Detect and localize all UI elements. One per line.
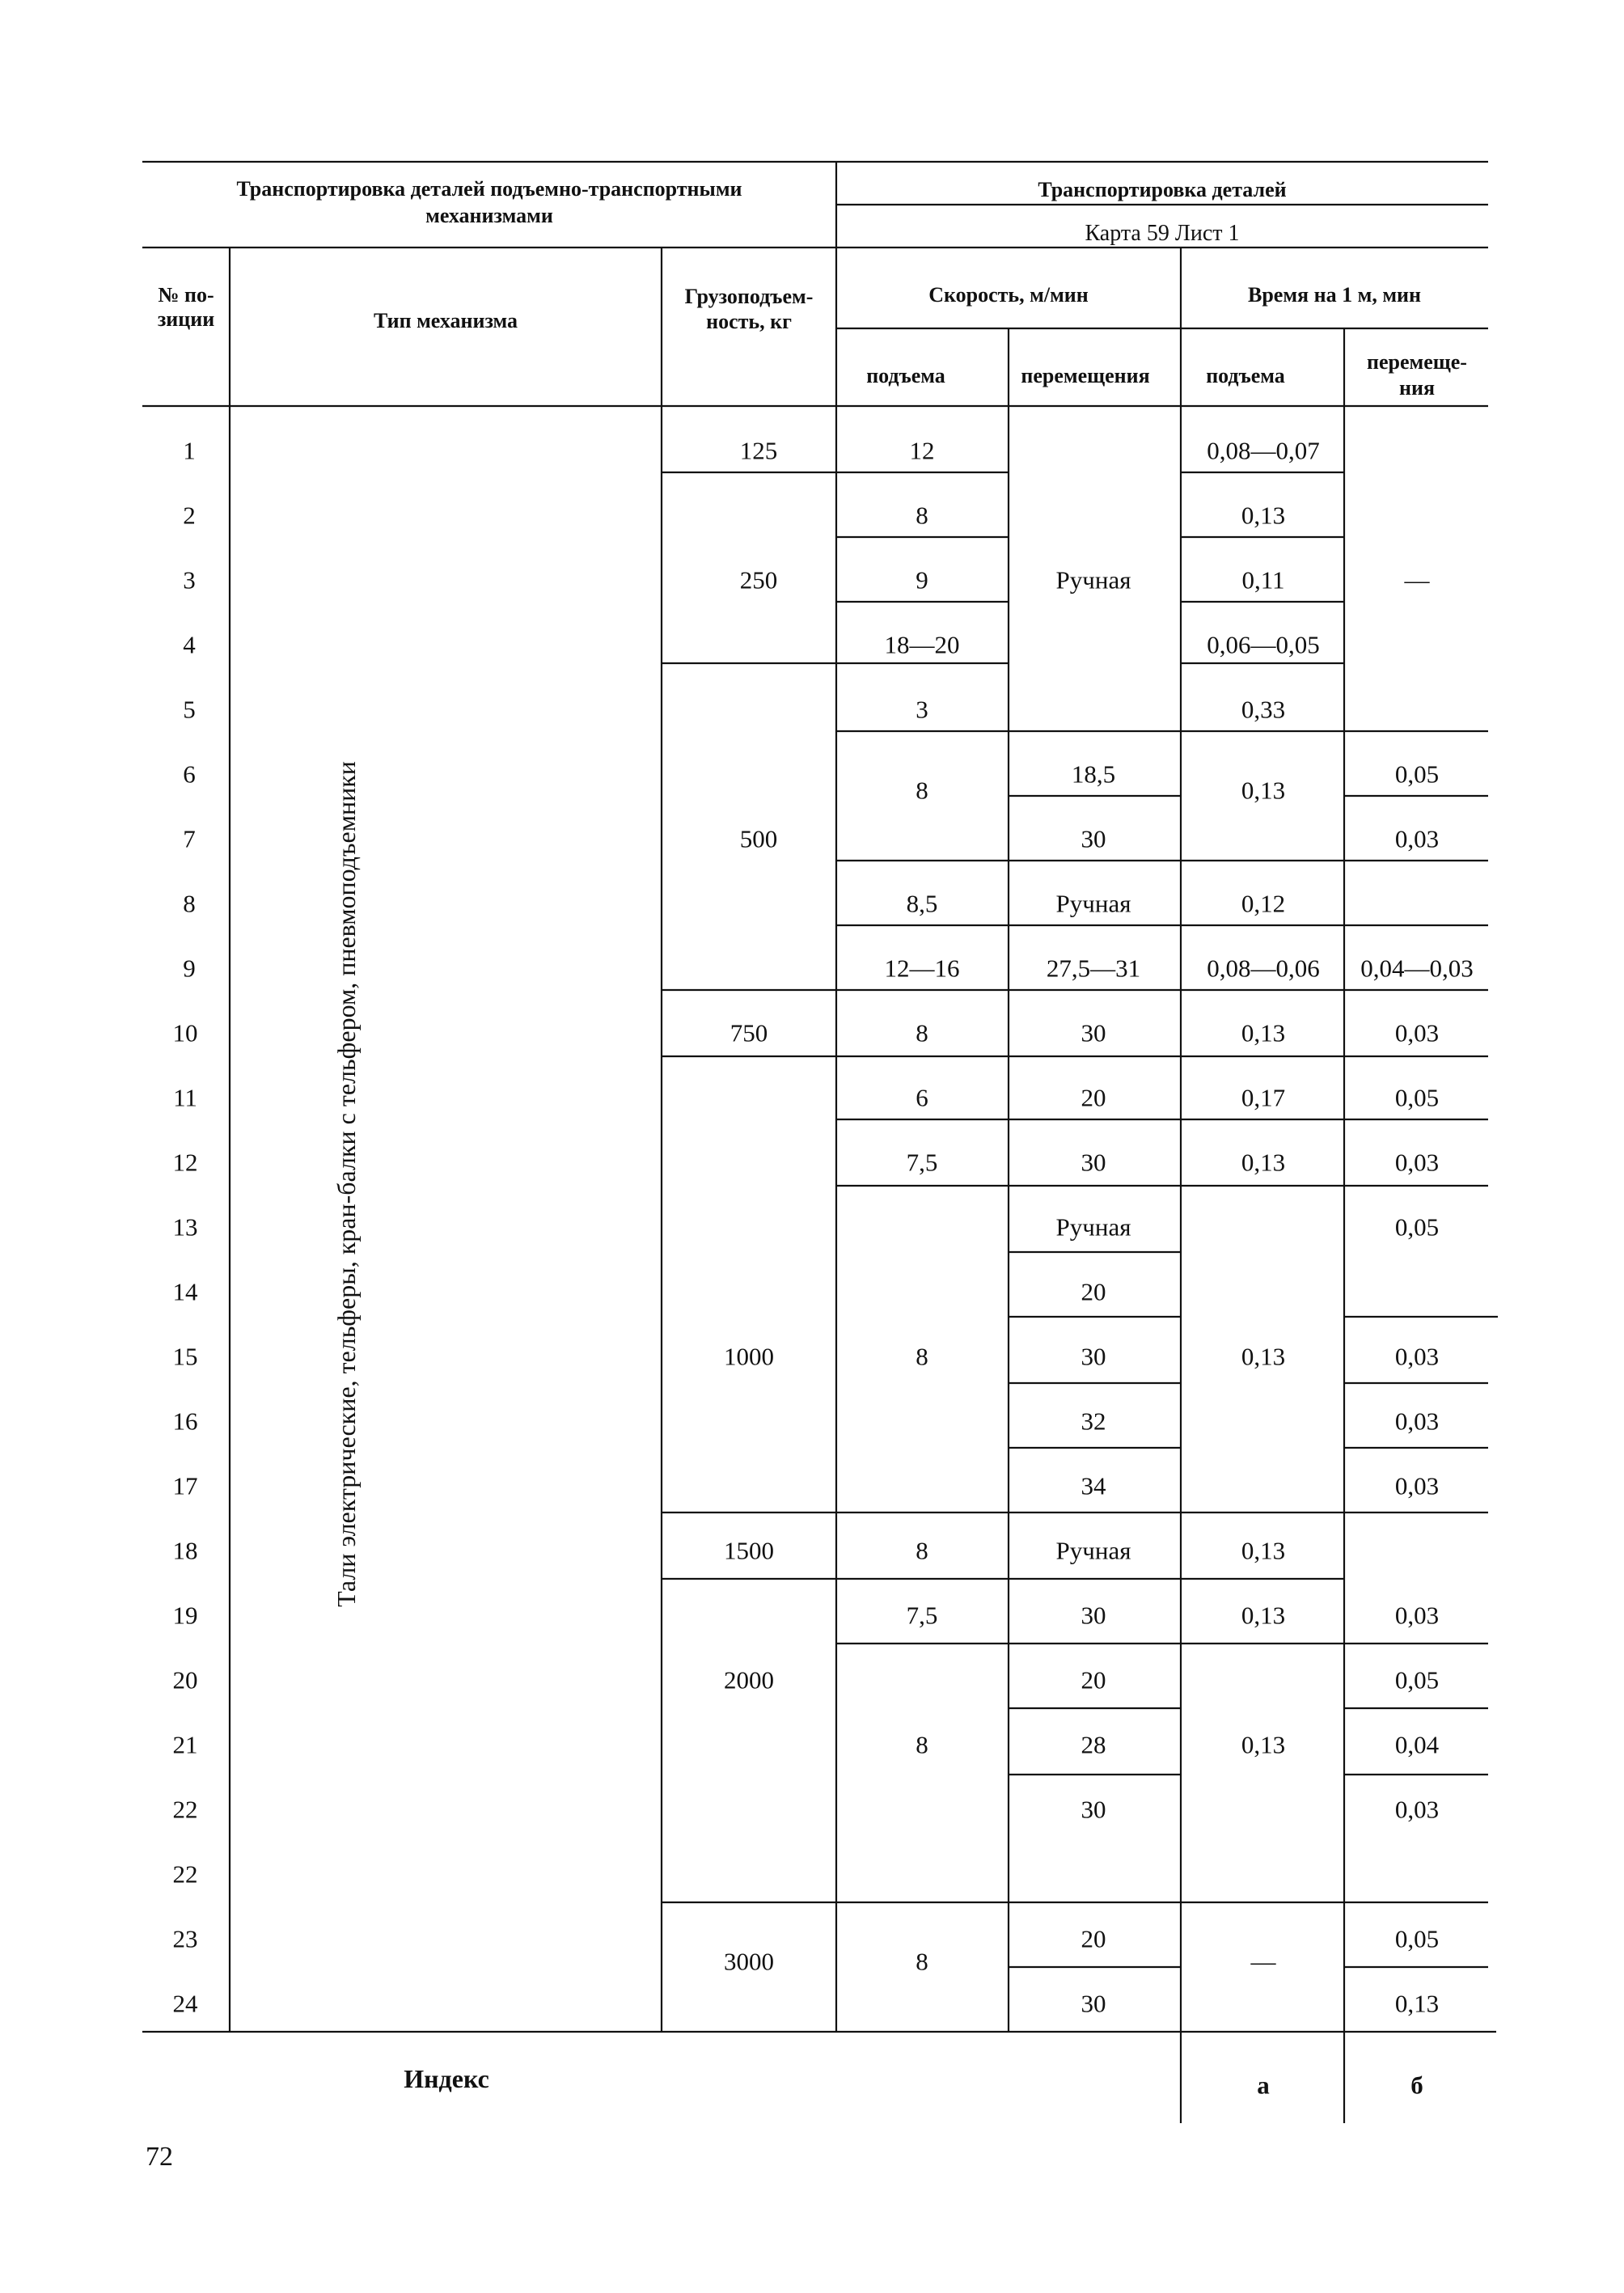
position-number: 7 <box>183 824 196 853</box>
time-lift-value: 0,12 <box>1241 889 1286 918</box>
speed-lift-value: 8 <box>916 1342 928 1371</box>
speed-move-value: 30 <box>1081 1989 1106 2018</box>
position-number: 18 <box>172 1536 198 1565</box>
speed-move-value: 30 <box>1081 1148 1106 1177</box>
time-lift-value: 0,13 <box>1241 1536 1286 1565</box>
position-number: 9 <box>183 954 196 983</box>
position-number: 8 <box>183 889 196 918</box>
col-position-line2: зиции <box>157 307 215 331</box>
speed-move-value: Ручная <box>1055 889 1131 918</box>
time-lift-value: 0,13 <box>1241 1601 1286 1630</box>
index-label: Индекс <box>404 2064 489 2093</box>
speed-lift-value: 18—20 <box>884 630 960 659</box>
position-number: 11 <box>173 1083 197 1112</box>
card-number: Карта 59 Лист 1 <box>1085 221 1240 246</box>
position-number: 24 <box>172 1989 198 2018</box>
position-number: 10 <box>172 1018 198 1047</box>
speed-move-value: 20 <box>1081 1924 1106 1953</box>
speed-move-value: 18,5 <box>1071 759 1116 789</box>
speed-lift-value: 8 <box>916 1947 928 1976</box>
speed-move-value: Ручная <box>1055 1536 1131 1565</box>
index-b: б <box>1410 2071 1423 2100</box>
time-move-value: 0,05 <box>1394 759 1440 789</box>
position-number: 20 <box>172 1665 198 1694</box>
time-move-value: 0,03 <box>1394 1795 1440 1824</box>
time-move-value: 0,03 <box>1394 1407 1440 1436</box>
speed-move-value: 30 <box>1081 1342 1106 1371</box>
speed-lift-value: 12—16 <box>884 954 960 983</box>
position-number: 2 <box>183 501 196 530</box>
col-capacity-line2: ность, кг <box>706 310 792 333</box>
capacity-value: 3000 <box>724 1947 774 1976</box>
col-time-group: Время на 1 м, мин <box>1248 283 1421 307</box>
time-move-value: 0,03 <box>1394 824 1440 853</box>
speed-move-value: 30 <box>1081 1601 1106 1630</box>
left-title-line2: механизмами <box>425 204 553 227</box>
speed-lift-value: 6 <box>916 1083 928 1112</box>
col-time-lift: подъема <box>1206 364 1285 387</box>
time-lift-value: 0,33 <box>1241 695 1286 724</box>
speed-move-value: 30 <box>1081 1018 1106 1047</box>
position-number: 12 <box>172 1148 198 1177</box>
mechanism-type-label: Тали электрические, тельферы, кран-балки с тельфером, пневмоподъемники <box>332 761 361 1607</box>
position-number: 14 <box>172 1277 198 1306</box>
speed-lift-value: 9 <box>916 565 928 594</box>
time-move-value: 0,05 <box>1394 1924 1440 1953</box>
index-a: а <box>1257 2071 1270 2100</box>
position-number: 19 <box>172 1601 198 1630</box>
col-speed-move: перемещения <box>1021 364 1150 387</box>
col-time-move-line2: ния <box>1398 376 1436 400</box>
speed-lift-value: 8 <box>916 1018 928 1047</box>
capacity-value: 1000 <box>724 1342 774 1371</box>
time-lift-value: 0,13 <box>1241 501 1286 530</box>
capacity-value: 250 <box>739 565 778 594</box>
col-speed-group: Скорость, м/мин <box>928 283 1089 307</box>
time-lift-value: 0,13 <box>1241 1018 1286 1047</box>
position-number: 6 <box>183 759 196 789</box>
speed-lift-value: 8,5 <box>906 889 938 918</box>
position-number: 5 <box>183 695 196 724</box>
position-number: 17 <box>172 1471 198 1500</box>
speed-lift-value: 7,5 <box>906 1148 938 1177</box>
speed-move-value: 30 <box>1081 824 1106 853</box>
time-lift-value: 0,13 <box>1241 1730 1286 1759</box>
time-lift-value: 0,06—0,05 <box>1207 630 1320 659</box>
col-capacity-line1: Грузоподъем- <box>684 285 814 308</box>
page-number: 72 <box>146 2142 173 2172</box>
time-lift-value: 0,13 <box>1241 776 1286 805</box>
capacity-value: 500 <box>739 824 778 853</box>
right-title: Транспортировка деталей <box>1038 178 1287 201</box>
position-number: 3 <box>183 565 196 594</box>
position-number: 4 <box>183 630 196 659</box>
time-move-value: 0,03 <box>1394 1342 1440 1371</box>
speed-lift-value: 3 <box>916 695 928 724</box>
time-lift-value: 0,13 <box>1241 1148 1286 1177</box>
position-number: 15 <box>172 1342 198 1371</box>
time-lift-value: 0,17 <box>1241 1083 1286 1112</box>
speed-move-value: 32 <box>1081 1407 1106 1436</box>
position-number: 21 <box>172 1730 198 1759</box>
col-position-line1: № по- <box>158 283 214 307</box>
position-number: 22 <box>172 1795 198 1824</box>
speed-move-value: 30 <box>1081 1795 1106 1824</box>
speed-lift-value: 8 <box>916 1730 928 1759</box>
time-move-value: 0,03 <box>1394 1018 1440 1047</box>
speed-move-value: 20 <box>1081 1277 1106 1306</box>
speed-lift-value: 7,5 <box>906 1601 938 1630</box>
speed-move-value: 28 <box>1081 1730 1106 1759</box>
time-lift-value: 0,11 <box>1241 565 1285 594</box>
time-lift-value: 0,08—0,06 <box>1207 954 1320 983</box>
col-mechanism-type: Тип механизма <box>373 309 518 332</box>
time-lift-value: 0,13 <box>1241 1342 1286 1371</box>
capacity-value: 125 <box>739 436 778 465</box>
speed-lift-value: 12 <box>909 436 935 465</box>
time-move-value: 0,05 <box>1394 1665 1440 1694</box>
col-speed-lift: подъема <box>866 364 945 387</box>
speed-lift-value: 8 <box>916 1536 928 1565</box>
speed-lift-value: 8 <box>916 501 928 530</box>
speed-move-value: 34 <box>1081 1471 1106 1500</box>
speed-move-value: 20 <box>1081 1665 1106 1694</box>
time-move-value: — <box>1404 565 1430 594</box>
capacity-value: 750 <box>730 1018 768 1047</box>
speed-lift-value: 8 <box>916 776 928 805</box>
left-title-line1: Транспортировка деталей подъемно-транспортными <box>236 177 742 201</box>
speed-move-value: 20 <box>1081 1083 1106 1112</box>
time-move-value: 0,05 <box>1394 1212 1440 1242</box>
position-number: 22 <box>172 1859 198 1889</box>
position-number: 23 <box>172 1924 198 1953</box>
speed-move-value: Ручная <box>1055 565 1131 594</box>
time-move-value: 0,03 <box>1394 1148 1440 1177</box>
position-number: 13 <box>172 1212 198 1242</box>
speed-move-value: 27,5—31 <box>1046 954 1141 983</box>
capacity-value: 2000 <box>724 1665 774 1694</box>
speed-move-value: Ручная <box>1055 1212 1131 1242</box>
capacity-value: 1500 <box>724 1536 774 1565</box>
time-move-value: 0,03 <box>1394 1601 1440 1630</box>
time-move-value: 0,04—0,03 <box>1360 954 1474 983</box>
position-number: 1 <box>183 436 196 465</box>
time-move-value: 0,04 <box>1394 1730 1440 1759</box>
position-number: 16 <box>172 1407 198 1436</box>
col-time-move-line1: перемеще- <box>1367 350 1467 374</box>
time-move-value: 0,05 <box>1394 1083 1440 1112</box>
time-lift-value: — <box>1250 1947 1276 1976</box>
time-lift-value: 0,08—0,07 <box>1207 436 1320 465</box>
time-move-value: 0,13 <box>1394 1989 1440 2018</box>
time-move-value: 0,03 <box>1394 1471 1440 1500</box>
